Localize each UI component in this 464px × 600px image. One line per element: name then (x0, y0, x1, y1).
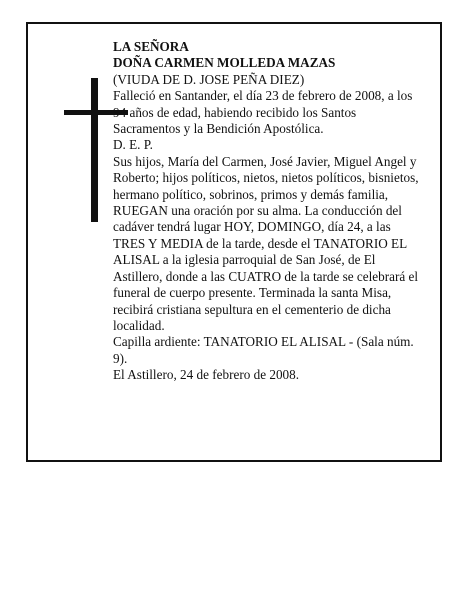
rip-line: D. E. P. (113, 137, 153, 153)
chapel-paragraph: Capilla ardiente: TANATORIO EL ALISAL - (Sala núm. 9). (113, 334, 414, 366)
widow-of: (VIUDA DE D. JOSE PEÑA DIEZ) (113, 71, 305, 87)
request-paragraph: RUEGAN una oración por su alma. La conducción del cadáver tendrá lugar HOY, DOMINGO, día 24, a las TRES Y MEDIA de la tarde, desde el TANATORIO EL ALISAL a la iglesia parroquial de San José, de El Astillero, donde a las CUATRO de la tarde se celebrará el funeral de cuerpo presente. Terminada la santa Misa, recibirá cristiana sepultura en el cementerio de dicha localidad. (113, 203, 419, 333)
cross-vertical-bar (91, 78, 98, 222)
family-paragraph: Sus hijos, María del Carmen, José Javier, Miguel Angel y Roberto; hijos políticos, nietos, nietos políticos, bisnietos, hermano político, sobrinos, primos y demás familia, (113, 153, 419, 202)
notice-title: LA SEÑORA (113, 39, 189, 54)
place-date: El Astillero, 24 de febrero de 2008. (113, 367, 300, 383)
deceased-name: DOÑA CARMEN MOLLEDA MAZAS (113, 55, 336, 71)
obituary-text (113, 39, 419, 384)
death-paragraph: Falleció en Santander, el día 23 de febrero de 2008, a los 94 años de edad, habiendo recibido los Santos Sacramentos y la Bendición Apostólica. (113, 88, 413, 137)
